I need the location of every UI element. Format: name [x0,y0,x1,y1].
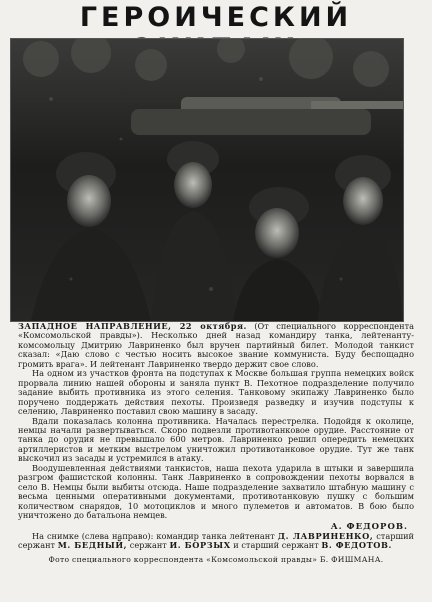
dateline: ЗАПАДНОЕ НАПРАВЛЕНИЕ, 22 октября. [18,321,247,331]
photo-illustration [11,39,403,321]
caption-rank: старший сержант [18,530,414,551]
article-body [18,322,414,564]
photo-caption [18,532,414,551]
headline: ГЕРОИЧЕСКИЙ [79,2,353,33]
caption-rank: сержант [129,540,167,551]
photo-credit: Фото специального корреспондента «Комсомольской правды» Б. ФИШМАНА. [48,554,384,564]
caption-name: Д. ЛАВРИНЕНКО, [277,530,374,541]
caption-name: В. ФЕДОТОВ. [321,540,393,551]
article-lead-paragraph [18,322,414,369]
author-signature: А. ФЕДОРОВ. [330,521,408,532]
caption-name: И. БОРЗЫХ [169,540,231,551]
caption-rank: и старший сержант [233,540,319,551]
caption-prefix: На снимке (слева направо): командир танка лейтенант [32,530,275,541]
article-paragraph: Вдали показалась колонна противника. Началась перестрелка. Подойдя к околице, немцы начали развертываться. Скоро подвезли противотанковое орудие. Расстояние от танка до орудия не превышало 600 метров. Лавриненко решил опередить немецких артиллеристов и метким выстрелом уничтожил противотанковое орудие. Тут же танк выскочил из засады и устремился в атаку. [18,415,414,464]
tank-crew-photo [10,38,404,322]
article-paragraph: Воодушевленная действиями танкистов, наша пехота ударила в штыки и завершила разгром фашистской колонны. Танк Лавриненко в сопровождении пехоты ворвался в село В. Немцы были выбиты отсюда. Наше подразделение захватило штабную машину с весьма ценными оперативными документами, противотанковую пушку с большим количеством снарядов, 10 мотоциклов и много пулеметов и автоматов. В бою было уничтожено до батальона немцев. [18,462,414,521]
article-paragraph: На одном из участков фронта на подступах к Москве большая группа немецких войск прорвала линию нашей обороны и заняла пункт В. Пехотное подразделение получило задание выбить противника из этого селения. Танковому экипажу Лавриненко было поручено поддержать действия пехоты. Произведя разведку и изучив подступы к селению, Лавриненко поставил свою машину в засаду. [18,368,414,417]
caption-name: М. БЕДНЫЙ, [57,540,128,551]
lead-text: (От специального корреспондента «Комсомольской правды»). Несколько дней назад командиру танка, лейтенанту-комсомольцу Дмитрию Лавриненко был вручен партийный билет. Молодой танкист сказал: «Даю слово с честью носить высокое звание коммуниста. Буду беспощадно громить врага». И лейтенант Лавриненко твердо держит свое слово. [18,321,415,369]
